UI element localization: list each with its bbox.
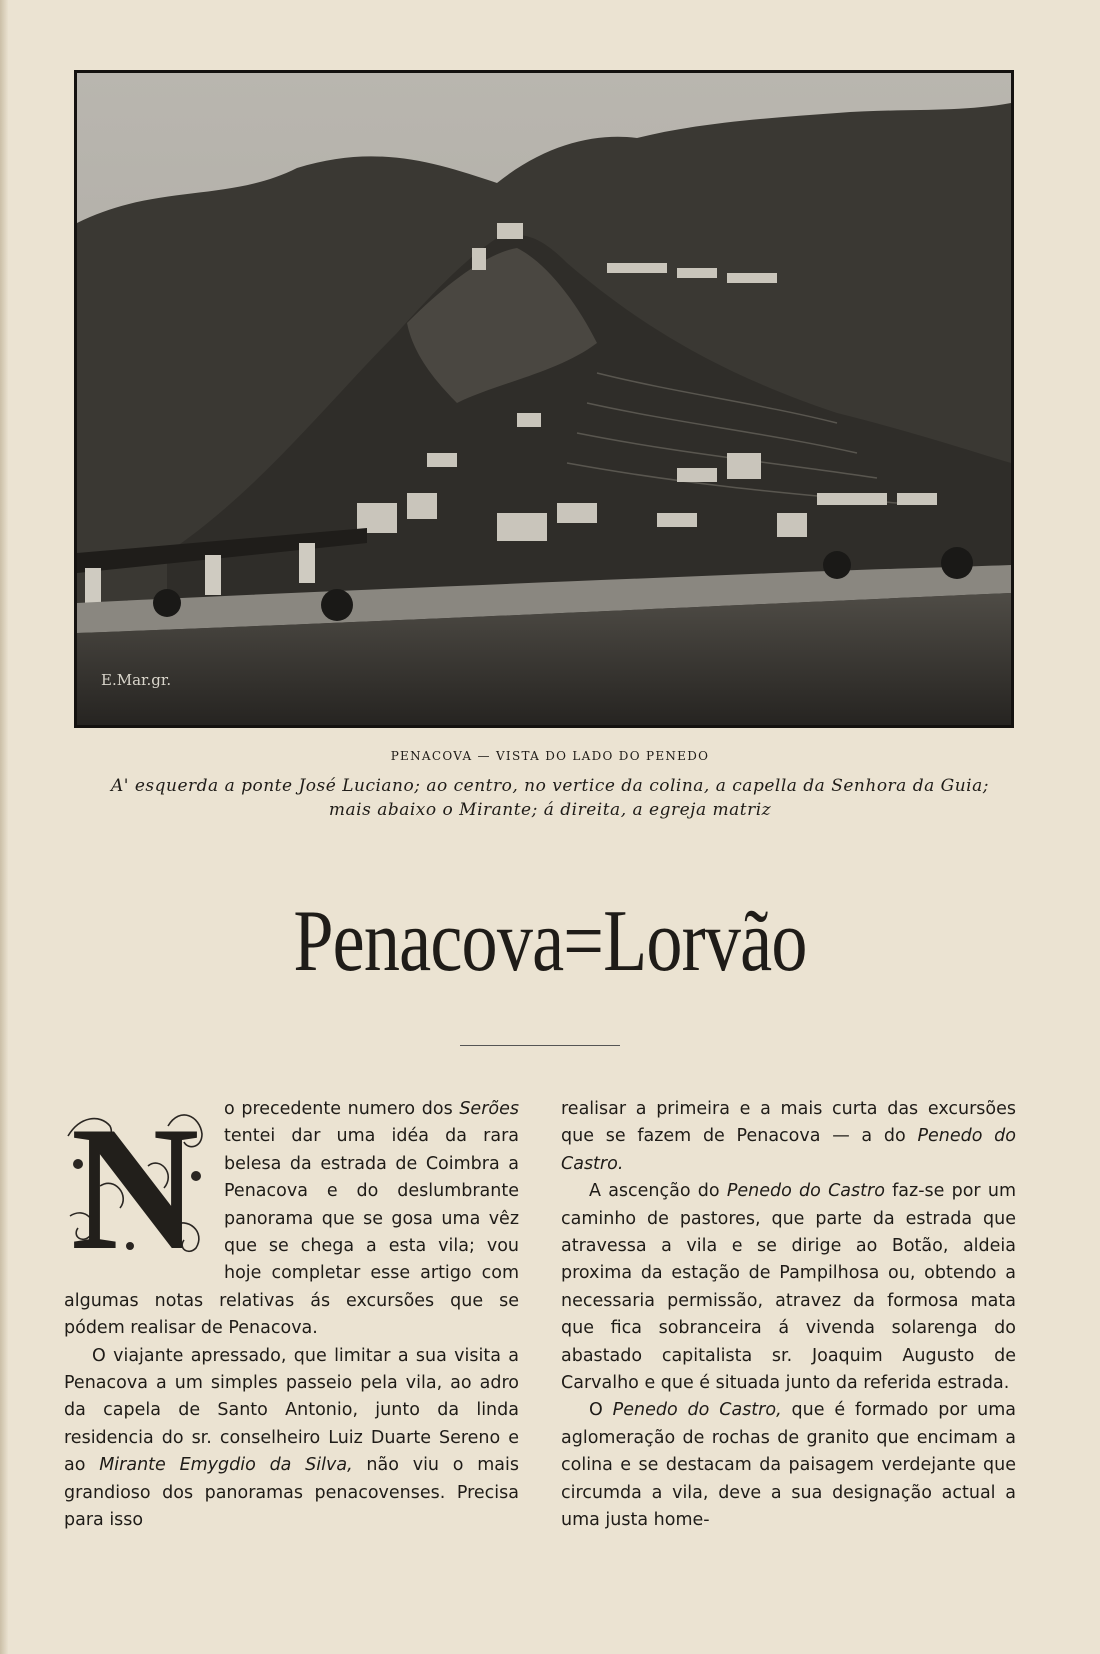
caption-line-2: mais abaixo o Mirante; á direita, a egreja matriz <box>328 800 772 820</box>
caption-title: PENACOVA — VISTA DO LADO DO PENEDO <box>390 749 710 763</box>
right-p2-text-b: faz-se por um caminho de pastores, que parte da estrada que atravessa a vila e se dirige ao Botão, aldeia proxima da estação de Pampilhosa ou, obtendo a necessaria permissão, atravez da formosa mata que fica sobranceira á vivenda solarenga do abastado capitalista sr. Joaquim Augusto de Carvalho e que é situada junto da referida estrada. <box>561 1181 1016 1394</box>
photo-signature: E.Mar.gr. <box>101 671 172 689</box>
right-paragraph-2 <box>561 1178 1016 1397</box>
right-p3-italic: Penedo do Castro, <box>612 1400 782 1421</box>
right-p3-text-b: que é formado por uma aglomeração de rochas de granito que encimam a colina e se destacam da paisagem verdejante que circumda a vila, deve a sua designação actual a uma justa home- <box>561 1400 1017 1531</box>
right-p1-italic: Penedo do Castro. <box>561 1126 1016 1174</box>
left-column <box>64 1096 519 1535</box>
landscape-photo <box>74 70 1014 728</box>
left-p1-text-b: tentei dar uma idéa da rara belesa da estrada de Coimbra a Penacova e do deslumbrante panorama que se gosa uma vêz que se chega a esta vila; vou hoje completar esse artigo com algumas notas relativas ás excursões que se pódem realisar de Penacova. <box>64 1126 519 1339</box>
left-p2-text-a: O viajante apressado, que limitar a sua visita a Penacova a um simples passeio pela vila, ao adro da capela de Santo Antonio, junto da linda residencia do sr. conselheiro Luiz Duarte Sereno e ao <box>64 1345 519 1476</box>
right-paragraph-3 <box>561 1397 1016 1534</box>
left-p2-italic: Mirante Emygdio da Silva, <box>99 1455 353 1476</box>
right-p3-text-a: O <box>589 1400 613 1421</box>
right-column <box>561 1096 1016 1535</box>
page-edge <box>0 0 8 1654</box>
left-p1-italic: Serões <box>459 1099 519 1119</box>
left-p1-text-a: o precedente numero dos <box>224 1099 460 1119</box>
left-p2-text-b: não viu o mais grandioso dos panoramas penacovenses. Precisa para isso <box>64 1455 520 1531</box>
right-p1-text-a: realisar a primeira e a mais curta das excursões que se fazem de Penacova — a do <box>561 1099 1016 1147</box>
ornamental-dropcap <box>60 1096 210 1268</box>
article-title: Penacova=Lorvão <box>293 893 807 990</box>
photo-illustration <box>77 73 1011 725</box>
right-p2-text-a: A ascenção do <box>589 1181 727 1202</box>
caption-line-1: A' esquerda a ponte José Luciano; ao centro, no vertice da colina, a capella da Senhora da Guia; <box>111 776 989 796</box>
title-divider <box>460 1045 620 1046</box>
right-p2-italic: Penedo do Castro <box>726 1181 885 1202</box>
right-paragraph-1 <box>561 1096 1016 1178</box>
dropcap-ornament-icon <box>60 1096 210 1268</box>
dropcap-letter: N <box>70 1096 200 1268</box>
left-paragraph-2 <box>64 1343 519 1535</box>
